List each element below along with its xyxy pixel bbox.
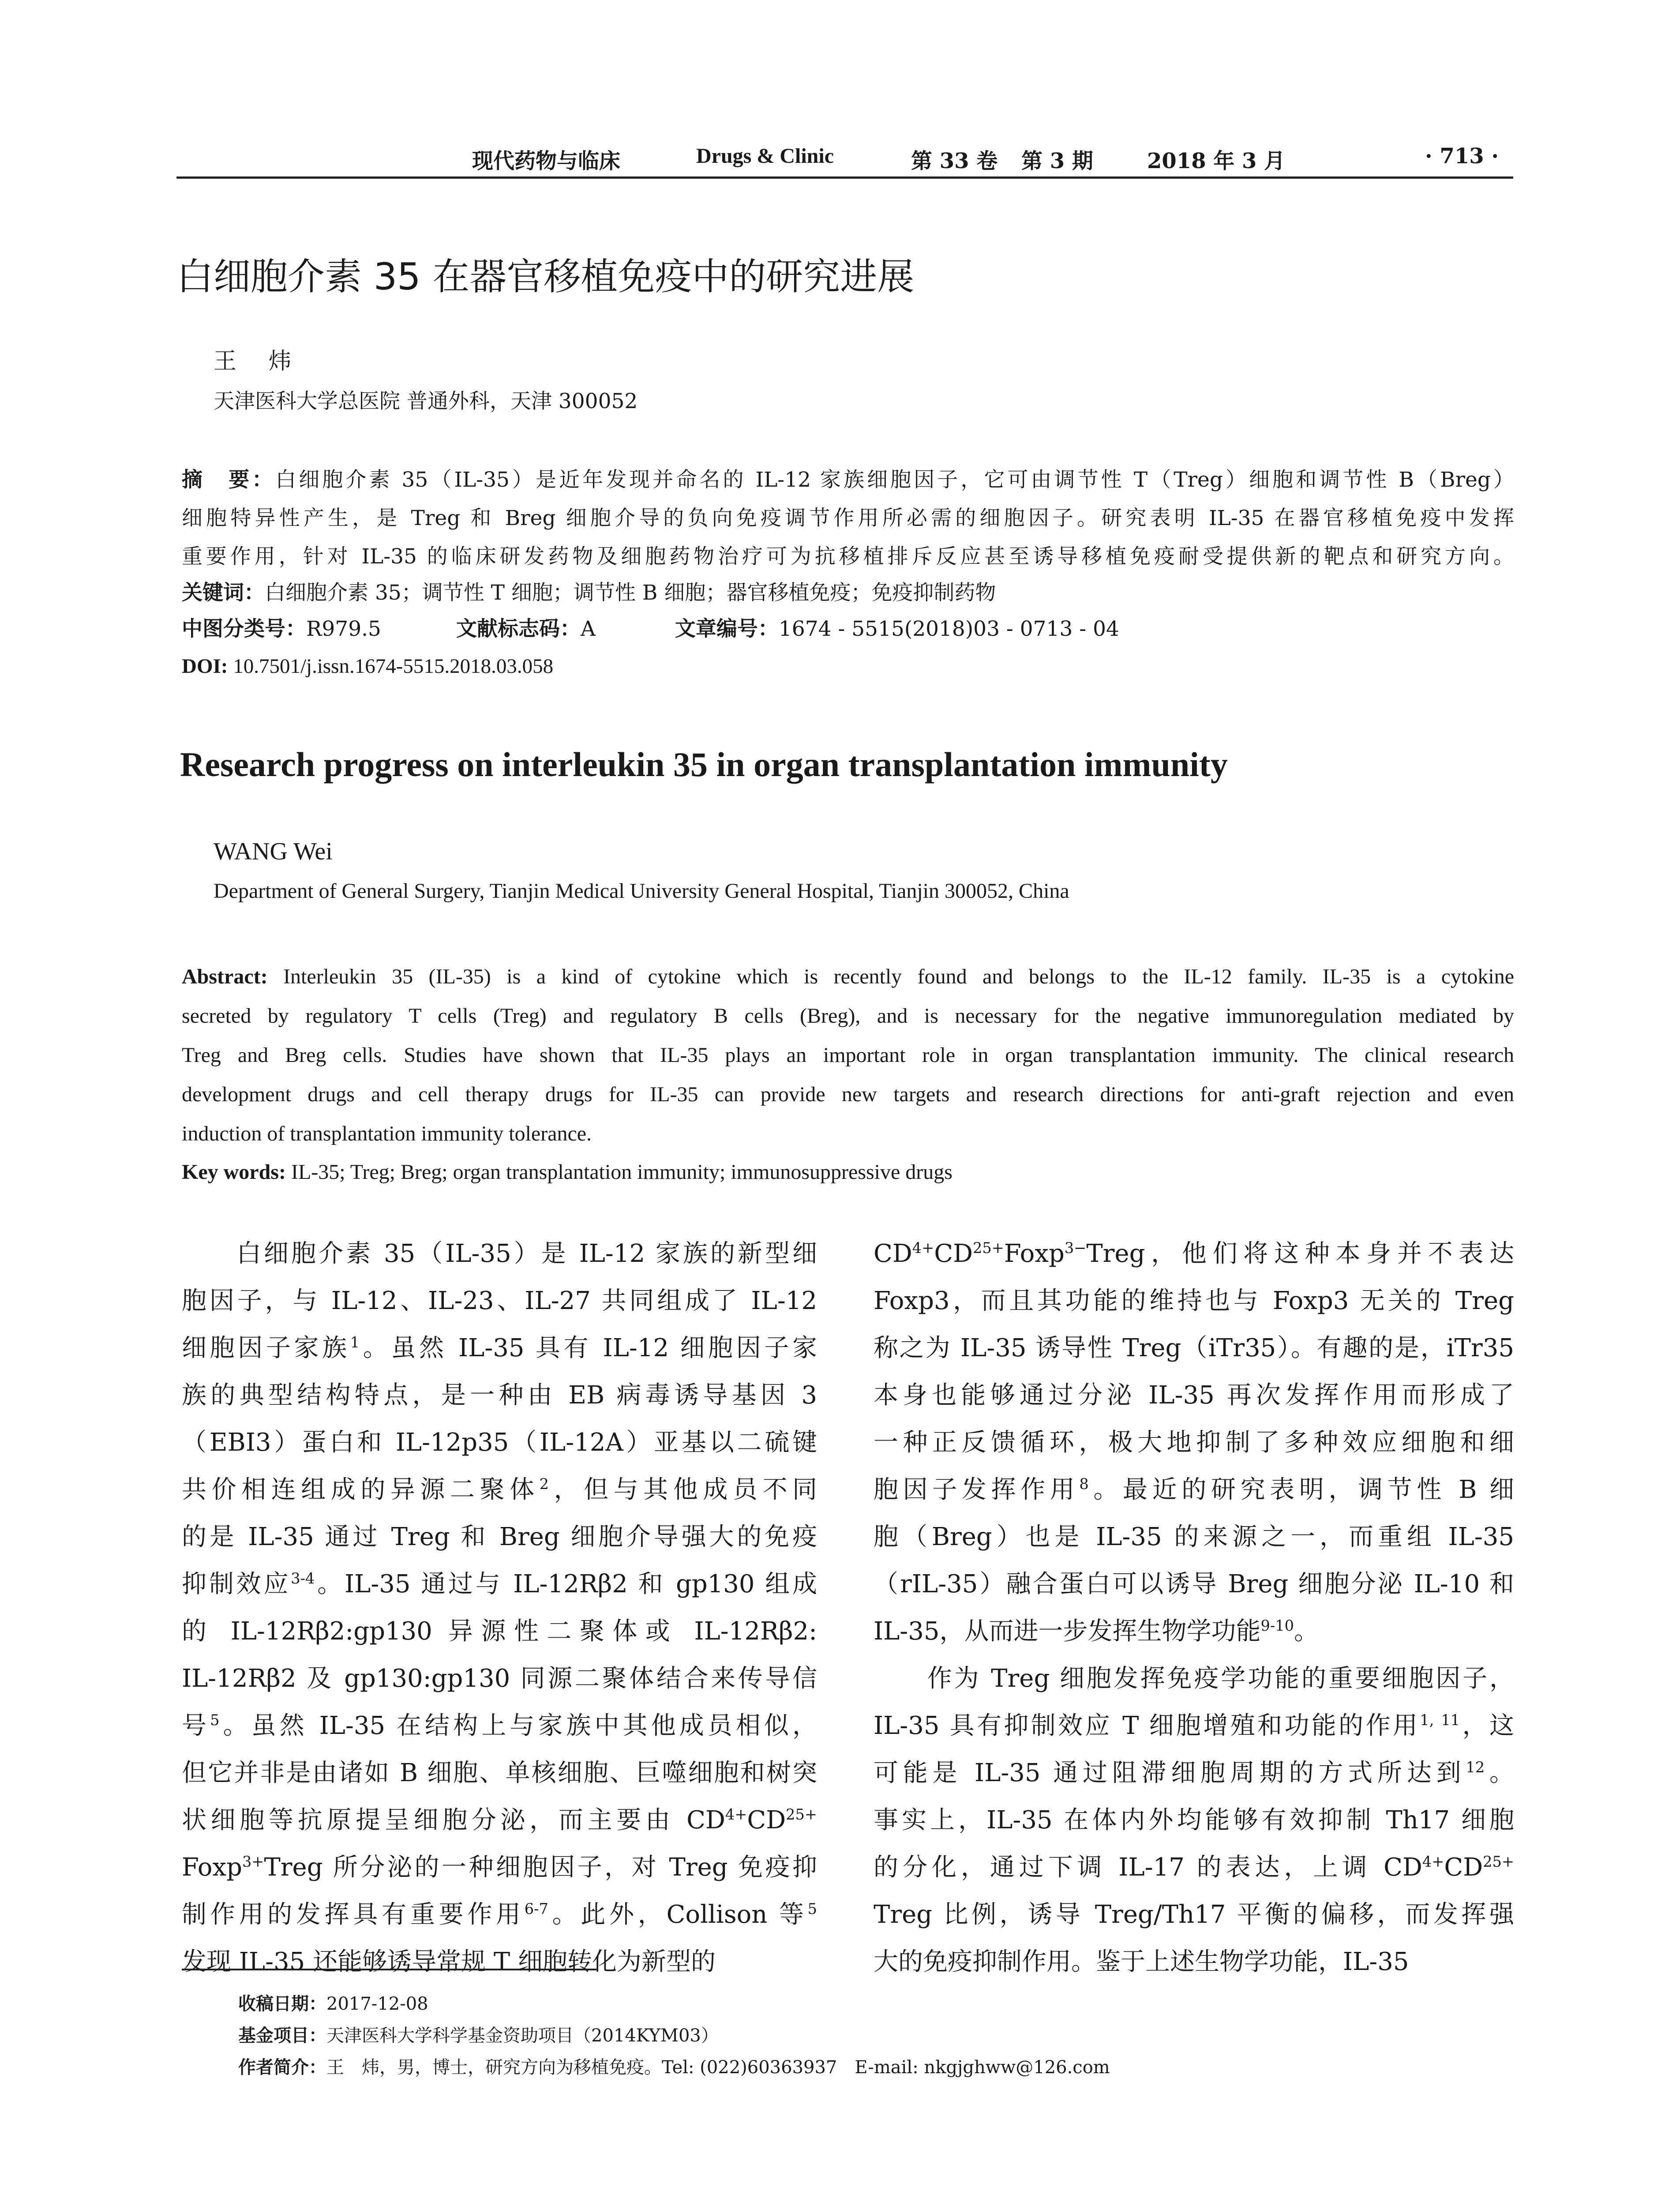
body-line: 的是 IL-35 通过 Treg 和 Breg 细胞介导强大的免疫: [182, 1523, 818, 1551]
article-title-en: Research progress on interleukin 35 in organ transplantation immunity: [180, 745, 1228, 784]
body-line: 胞（Breg）也是 IL-35 的来源之一，而重组 IL-35: [874, 1523, 1514, 1551]
footnote-received: [238, 1990, 428, 2015]
journal-name-cn: 现代药物与临床: [472, 149, 621, 173]
keywords-cn: [182, 574, 1514, 612]
volume: 第 33 卷: [911, 149, 998, 173]
keywords-cn-text: 白细胞介素 35；调节性 T 细胞；调节性 B 细胞；器官移植免疫；免疫抑制药物: [265, 581, 996, 605]
bio-label: 作者简介：: [238, 2057, 326, 2078]
body-line: 一种正反馈循环，极大地抑制了多种效应细胞和细: [874, 1428, 1514, 1457]
article-number-label: 文章编号：: [675, 617, 779, 641]
abstract-cn-text: 白细胞介素 35（IL-35）是近年发现并命名的 IL-12 家族细胞因子，它可由调节性 T（Treg）细胞和调节性 B（Breg）: [275, 468, 1514, 492]
footnote-rule: [182, 1969, 596, 1970]
body-line: 本身也能够通过分泌 IL-35 再次发挥作用而形成了: [874, 1381, 1514, 1410]
fund-label: 基金项目：: [238, 2026, 326, 2046]
abstract-en-line: development drugs and cell therapy drugs for IL-35 can provide new targets and research directions for anti-graft rejection and even: [182, 1083, 1514, 1106]
body-line: IL-35，从而进一步发挥生物学功能$^{9-10}$。: [874, 1617, 1319, 1646]
abstract-en-line: secreted by regulatory T cells (Treg) and regulatory B cells (Breg), and is necessary for the negative immunoregulation mediated by: [182, 1004, 1514, 1028]
doc-code-value: A: [580, 617, 596, 641]
body-line: IL-12Rβ2 及 gp130:gp130 同源二聚体结合来传导信: [182, 1664, 817, 1693]
doi-label: DOI:: [182, 655, 228, 678]
header-rule: [176, 176, 1513, 179]
abstract-en-line: Treg and Breg cells. Studies have shown that IL-35 plays an important role in organ transplantation immunity. The clinical research: [182, 1043, 1514, 1067]
body-line: 细胞因子家族$^1$。虽然 IL-35 具有 IL-12 细胞因子家: [182, 1333, 817, 1362]
body-line: 的 IL-12Rβ2:gp130 异源性二聚体或 IL-12Rβ2:: [182, 1617, 817, 1646]
body-line: 作为 Treg 细胞发挥免疫学功能的重要细胞因子，: [874, 1664, 1514, 1693]
body-line: 胞因子发挥作用$^8$。最近的研究表明，调节性 B 细: [874, 1475, 1515, 1504]
body-line: 事实上，IL-35 在体内外均能够有效抑制 Th17 细胞: [874, 1806, 1514, 1835]
affiliation-en: Department of General Surgery, Tianjin Medical University General Hospital, Tianjin 300052, China: [214, 879, 1069, 903]
body-line: IL-35 具有抑制效应 T 细胞增殖和功能的作用$^{1, 11}$，这: [874, 1711, 1515, 1740]
clc-value: R979.5: [306, 617, 381, 641]
issue-date: 2018 年 3 月: [1147, 149, 1286, 173]
body-line: 发现 IL-35 还能够诱导常规 T 细胞转化为新型的: [182, 1947, 716, 1976]
page-number: · 713 ·: [1425, 144, 1499, 169]
body-column-right: [874, 1230, 1514, 1985]
clc-label: 中图分类号：: [182, 617, 306, 641]
abstract-en-line: [182, 964, 1514, 989]
keywords-en-text: IL-35; Treg; Breg; organ transplantation immunity; immunosuppressive drugs: [291, 1160, 952, 1184]
article-title-cn: 白细胞介素 35 在器官移植免疫中的研究进展: [176, 255, 915, 298]
affiliation-cn: 天津医科大学总医院 普通外科，天津 300052: [214, 389, 638, 413]
author-cn: 王 炜: [214, 348, 304, 375]
body-line: （EBI3）蛋白和 IL-12p35（IL-12A）亚基以二硫键: [182, 1428, 817, 1457]
body-line: 号$^5$。虽然 IL-35 在结构上与家族中其他成员相似，: [182, 1711, 818, 1740]
abstract-cn-line: [182, 461, 1514, 499]
body-column-left: [182, 1230, 817, 1985]
journal-name-en: Drugs & Clinic: [696, 144, 834, 168]
abstract-en-label: Abstract:: [182, 965, 268, 988]
abstract-cn-line: 重要作用，针对 IL-35 的临床研发药物及细胞药物治疗可为抗移植排斥反应甚至诱导移植免疫耐受提供新的靶点和研究方向。: [182, 544, 1514, 569]
abstract-cn-line: 细胞特异性产生，是 Treg 和 Breg 细胞介导的负向免疫调节作用所必需的细胞因子。研究表明 IL-35 在器官移植免疫中发挥: [182, 506, 1514, 530]
classification-line: [182, 610, 1514, 649]
footnote-fund: [238, 2022, 719, 2047]
running-header: [176, 140, 1513, 176]
footnote-bio: [238, 2053, 1110, 2078]
abstract-en-text: Interleukin 35 (IL-35) is a kind of cytokine which is recently found and belongs to the IL-12 family. IL-35 is a cytokine: [283, 965, 1515, 988]
body-line: （rIL-35）融合蛋白可以诱导 Breg 细胞分泌 IL-10 和: [874, 1570, 1514, 1598]
received-date: 2017-12-08: [326, 1994, 428, 2014]
received-label: 收稿日期：: [238, 1994, 326, 2014]
abstract-cn-label: 摘 要：: [182, 468, 276, 492]
body-line: 共价相连组成的异源二聚体$^2$，但与其他成员不同: [182, 1475, 818, 1504]
body-line: 制作用的发挥具有重要作用$^{6-7}$。此外，Collison 等$^5$: [182, 1900, 817, 1929]
body-line: Foxp3，而且其功能的维持也与 Foxp3 无关的 Treg: [874, 1287, 1514, 1315]
body-line: 白细胞介素 35（IL-35）是 IL-12 家族的新型细: [182, 1239, 817, 1268]
body-line: 大的免疫抑制作用。鉴于上述生物学功能，IL-35: [874, 1947, 1409, 1976]
bio-text: 王 炜，男，博士，研究方向为移植免疫。Tel: (022)60363937 E-mail: nkgjghww@126.com: [326, 2057, 1110, 2078]
body-line: 的分化，通过下调 IL-17 的表达，上调 $CD^{4+}CD^{25+}$: [874, 1853, 1514, 1882]
doi-line: [182, 647, 1514, 686]
body-line: Treg 比例，诱导 Treg/Th17 平衡的偏移，而发挥强: [874, 1900, 1514, 1929]
doi-link[interactable]: 10.7501/j.issn.1674-5515.2018.03.058: [233, 655, 554, 678]
issue: 第 3 期: [1021, 149, 1093, 173]
body-line: 可能是 IL-35 通过阻滞细胞周期的方式所达到$^{12}$。: [874, 1758, 1514, 1787]
body-line: 状细胞等抗原提呈细胞分泌，而主要由 $CD^{4+}CD^{25+}$: [182, 1805, 817, 1835]
article-number-value: 1674 - 5515(2018)03 - 0713 - 04: [778, 617, 1119, 641]
keywords-en-label: Key words:: [182, 1160, 286, 1184]
fund-text: 天津医科大学科学基金资助项目（2014KYM03）: [326, 2026, 719, 2046]
doc-code-label: 文献标志码：: [456, 617, 581, 641]
body-line: $CD^{4+}CD^{25+}Foxp^{3-}Treg$，他们将这种本身并不表达: [874, 1239, 1514, 1268]
author-en: WANG Wei: [214, 838, 333, 865]
body-line: 胞因子，与 IL-12、IL-23、IL-27 共同组成了 IL-12: [182, 1287, 817, 1315]
body-line: 抑制效应$^{3-4}$。IL-35 通过与 IL-12Rβ2 和 gp130 组成: [182, 1569, 817, 1598]
body-line: 称之为 IL-35 诱导性 Treg（iTr35）。有趣的是，iTr35: [874, 1334, 1514, 1362]
body-line: 族的典型结构特点，是一种由 EB 病毒诱导基因 3: [182, 1381, 817, 1410]
body-line: Foxp$^{3+}$Treg 所分泌的一种细胞因子，对 Treg 免疫抑: [182, 1853, 817, 1882]
body-line: 但它并非是由诸如 B 细胞、单核细胞、巨噬细胞和树突: [182, 1759, 817, 1787]
keywords-cn-label: 关键词：: [182, 581, 265, 605]
abstract-en-line: induction of transplantation immunity tolerance.: [182, 1122, 592, 1145]
keywords-en: [182, 1160, 1514, 1184]
